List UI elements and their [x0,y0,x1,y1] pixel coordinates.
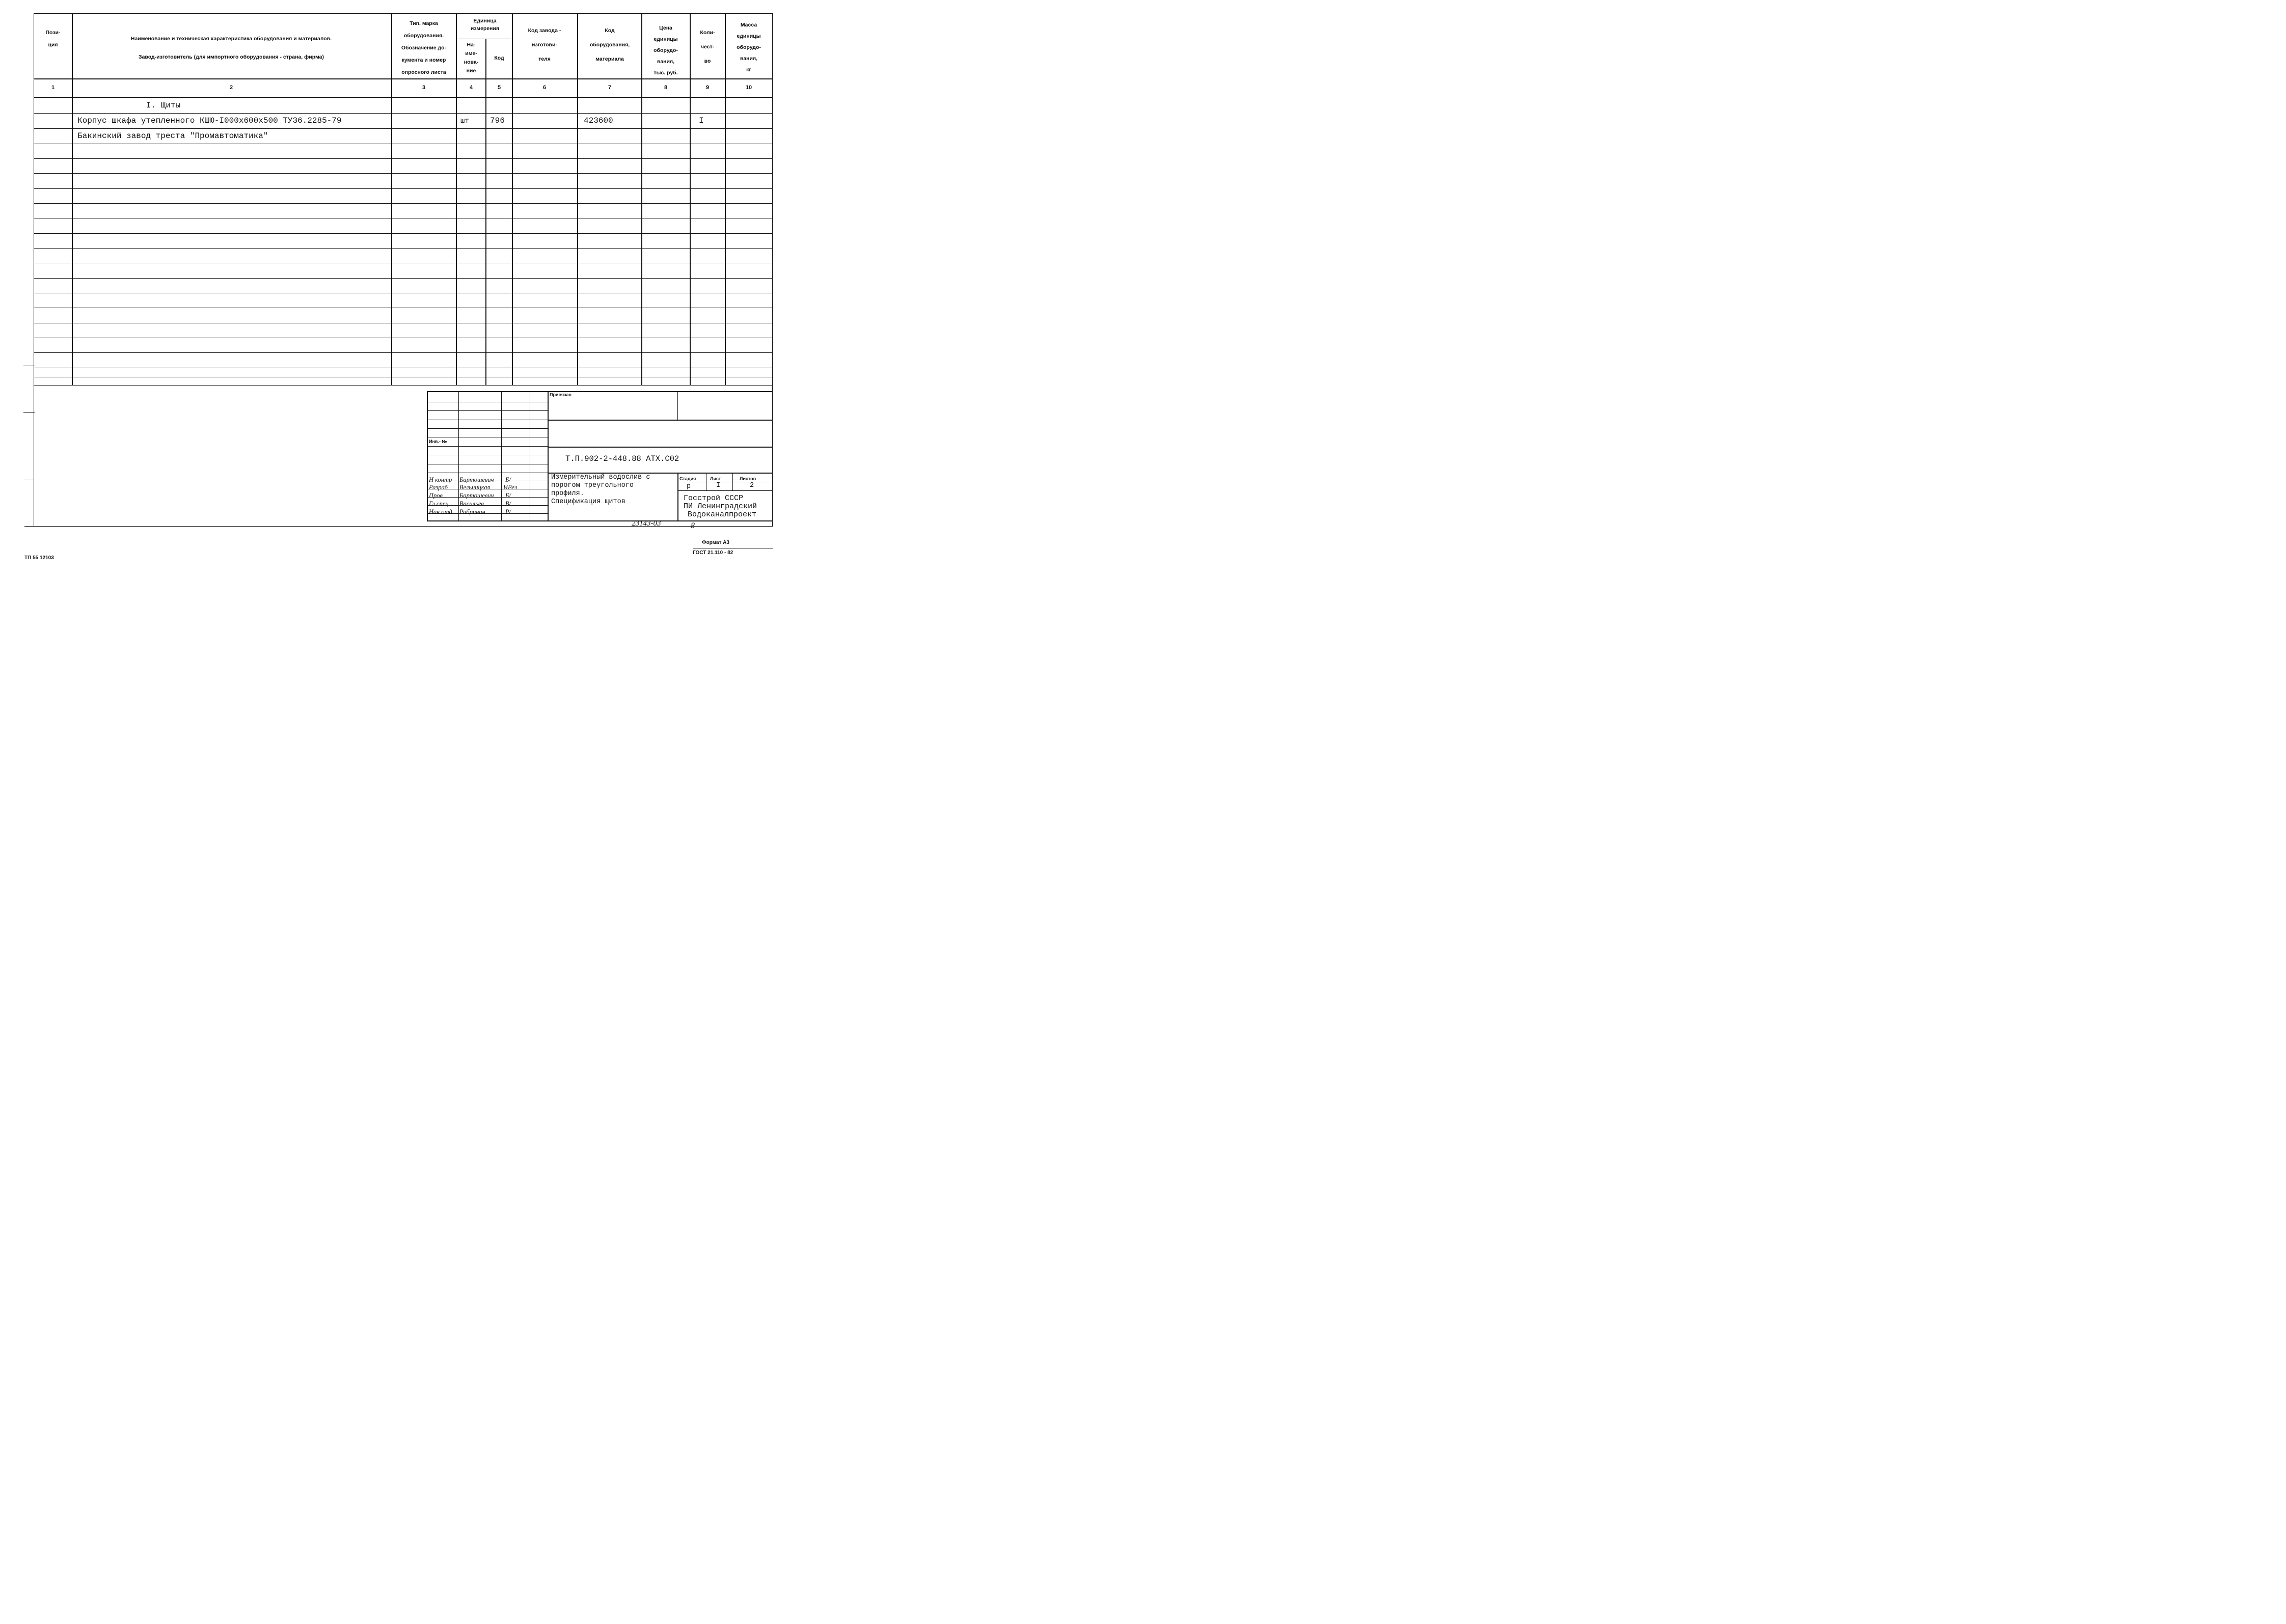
column-number: 3 [422,85,426,91]
section-title: I. Щиты [146,101,181,110]
column-line [512,13,513,385]
header-quantity: Коли- чест- во [700,30,715,64]
column-number: 5 [497,85,501,91]
row-line [34,113,772,114]
title-block-line [677,473,678,520]
column-line [577,13,578,385]
document-code: Т.П.902-2-448.88 АТХ.С02 [565,454,679,463]
title-block-line [427,520,772,521]
column-number: 8 [664,85,668,91]
unit-code-column-line [485,39,486,385]
title-block-line [548,420,772,421]
row-line [34,203,772,204]
item-material-code: 423600 [584,116,613,125]
row-line [34,278,772,279]
column-number: 6 [542,85,547,91]
title-block-line [677,490,772,491]
column-line [690,13,691,385]
sheets-value: 2 [750,482,754,489]
header-factory-code: Код завода - изготови- теля [528,27,561,62]
sheet-value: I [716,482,721,489]
sheets-label: Листов [740,476,756,481]
title-block-line [732,473,733,490]
row-line [34,352,772,353]
header-equipment-code: Код оборудования, материала [589,27,630,62]
sheet-label: Лист [710,476,721,481]
header-bottom-line [34,78,772,79]
item-manufacturer: Бакинский завод треста "Промавтоматика" [77,131,268,141]
bottom-left-code: ТП 55 12103 [24,555,54,561]
header-type: Тип, марка оборудования. Обозначение до- кумента и номер опросного листа [401,20,447,75]
row-line [34,248,772,249]
privyazan-label: Привязан [550,392,572,397]
archive-sheet: 8 [691,521,695,530]
title-block-line [427,391,772,392]
column-number: 2 [229,85,233,91]
header-unit-group: Единица измерения [470,18,500,32]
column-number: 9 [705,85,710,91]
title-block-line [427,410,548,411]
item-name: Корпус шкафа утепленного КШЮ-I000x600x500 ТУ36.2285-79 [77,116,342,125]
row-line [34,188,772,189]
column-number: 10 [745,85,752,91]
title-block-line [427,446,548,447]
inventory-number-label: Инв.- № [429,439,447,444]
row-line [34,233,772,234]
stage-value: р [687,483,691,490]
title-block-line [548,391,549,520]
row-line [34,173,772,174]
item-quantity: I [699,116,704,125]
header-price: Цена единицы оборудо- вания, тыс. руб. [654,25,678,76]
column-number: 4 [469,85,473,91]
format-label: Формат А3 [702,540,729,545]
row-line [34,385,772,386]
header-name: Наименование и техническая характеристика оборудования и материалов. Завод-изготовитель (для импортного оборудования - страна, фирма) [130,36,332,60]
column-line [72,13,73,385]
header-mass: Масса единицы оборудо- вания, кг [737,22,761,73]
archive-number: 23143-03 [632,519,661,528]
row-line [34,128,772,129]
header-unit-code: Код [494,55,504,61]
column-number: 7 [608,85,612,91]
title-block-line [427,428,548,429]
item-unit-code: 796 [490,116,505,125]
column-number-row-line [34,97,772,98]
title-block-line [677,391,678,420]
gost-label: ГОСТ 21.110 - 82 [693,550,733,556]
title-block-line [548,447,772,448]
row-line [34,158,772,159]
stage-label: Стадия [679,476,696,481]
column-number: 1 [51,85,55,91]
item-unit: шт [460,117,469,125]
header-position: Пози- ция [45,30,61,48]
header-unit-name: На- име- нова- ние [464,42,479,74]
